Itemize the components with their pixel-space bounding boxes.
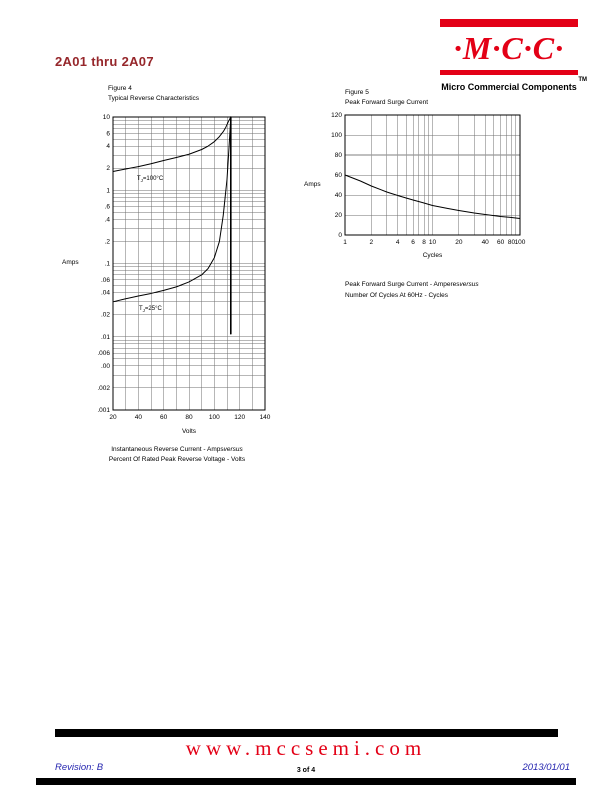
svg-text:20: 20 [455, 239, 463, 246]
figure5-x-axis-label: Cycles [422, 252, 443, 259]
svg-text:8: 8 [422, 239, 426, 246]
svg-text:20: 20 [334, 212, 342, 219]
svg-text:20: 20 [109, 414, 117, 421]
svg-text:0: 0 [338, 232, 342, 239]
logo-trademark: TM [578, 77, 587, 83]
revision-label: Revision: B [55, 762, 104, 773]
svg-text:.4: .4 [104, 216, 110, 224]
figure5-y-axis-label: Amps [304, 181, 321, 188]
curve-label-tj-25c: $T_J=25^\circ C$ [139, 306, 162, 314]
svg-text:.6: .6 [104, 203, 110, 211]
svg-text:.2: .2 [104, 238, 110, 246]
page-number: 3 of 4 [296, 767, 316, 774]
svg-text:140: 140 [259, 414, 271, 421]
svg-text:10: 10 [102, 114, 110, 121]
figure4-header [108, 84, 199, 104]
svg-text:.1: .1 [104, 260, 110, 268]
svg-text:10: 10 [428, 239, 437, 246]
curve-label-tj-100c: $T_J=100^\circ C$ [137, 176, 164, 184]
logo-text: ·M·C·C· [453, 30, 565, 66]
svg-text:.002: .002 [97, 384, 110, 392]
figure5-title: Peak Forward Surge Current [345, 99, 429, 106]
svg-text:.02: .02 [100, 311, 110, 319]
svg-text:.00: .00 [100, 362, 110, 370]
svg-text:.01: .01 [100, 333, 110, 341]
svg-text:4: 4 [395, 239, 400, 246]
svg-text:100: 100 [208, 414, 220, 421]
figure4-x-axis-label: Volts [181, 428, 197, 435]
svg-text:120: 120 [234, 414, 246, 421]
logo-bar-top [440, 19, 578, 27]
svg-text:100: 100 [514, 239, 526, 246]
figure5-caption: Peak Forward Surge Current - Amperesversus Number Of Cycles At 60Hz - Cycles [345, 281, 479, 299]
svg-text:40: 40 [134, 414, 142, 421]
logo-tagline: Micro Commercial Components [441, 82, 577, 92]
figure4-caption: Instantaneous Reverse Current - Ampsversus Percent Of Rated Peak Reverse Voltage - Volts [108, 446, 246, 463]
figure5-label: Figure 5 [345, 89, 369, 96]
svg-text:80: 80 [185, 414, 193, 421]
mcc-logo [440, 19, 587, 92]
figure4-reverse-characteristics-chart [70, 108, 280, 438]
svg-text:.06: .06 [100, 276, 110, 284]
svg-text:80: 80 [507, 239, 516, 246]
svg-text:100: 100 [331, 132, 342, 139]
figure4-label: Figure 4 [108, 85, 132, 92]
svg-text:6: 6 [411, 239, 415, 246]
svg-text:60: 60 [160, 414, 168, 421]
figure5-header [345, 88, 428, 108]
logo-bar-bottom [440, 70, 578, 75]
svg-text:2: 2 [369, 239, 374, 246]
svg-text:40: 40 [334, 192, 342, 199]
part-number-title: 2A01 thru 2A07 [55, 54, 154, 69]
svg-text:.04: .04 [100, 289, 110, 297]
svg-text:.001: .001 [97, 407, 110, 414]
website-url: www.mccsemi.com [185, 736, 427, 760]
svg-text:2: 2 [106, 165, 110, 173]
svg-text:.006: .006 [97, 350, 110, 358]
figure5-surge-current-chart [312, 106, 542, 258]
revision-date: 2013/01/01 [522, 762, 570, 773]
svg-text:6: 6 [106, 130, 110, 138]
svg-text:4: 4 [106, 143, 110, 151]
svg-text:80: 80 [334, 152, 342, 159]
svg-text:60: 60 [496, 239, 505, 246]
svg-text:120: 120 [331, 112, 342, 119]
svg-text:60: 60 [334, 172, 342, 179]
svg-text:1: 1 [343, 239, 347, 246]
figure4-y-axis-label: Amps [62, 259, 79, 266]
footer-bottom-bar [36, 778, 576, 785]
svg-text:1: 1 [106, 187, 110, 195]
figure4-title: Typical Reverse Characteristics [108, 95, 200, 102]
svg-text:40: 40 [481, 239, 489, 246]
